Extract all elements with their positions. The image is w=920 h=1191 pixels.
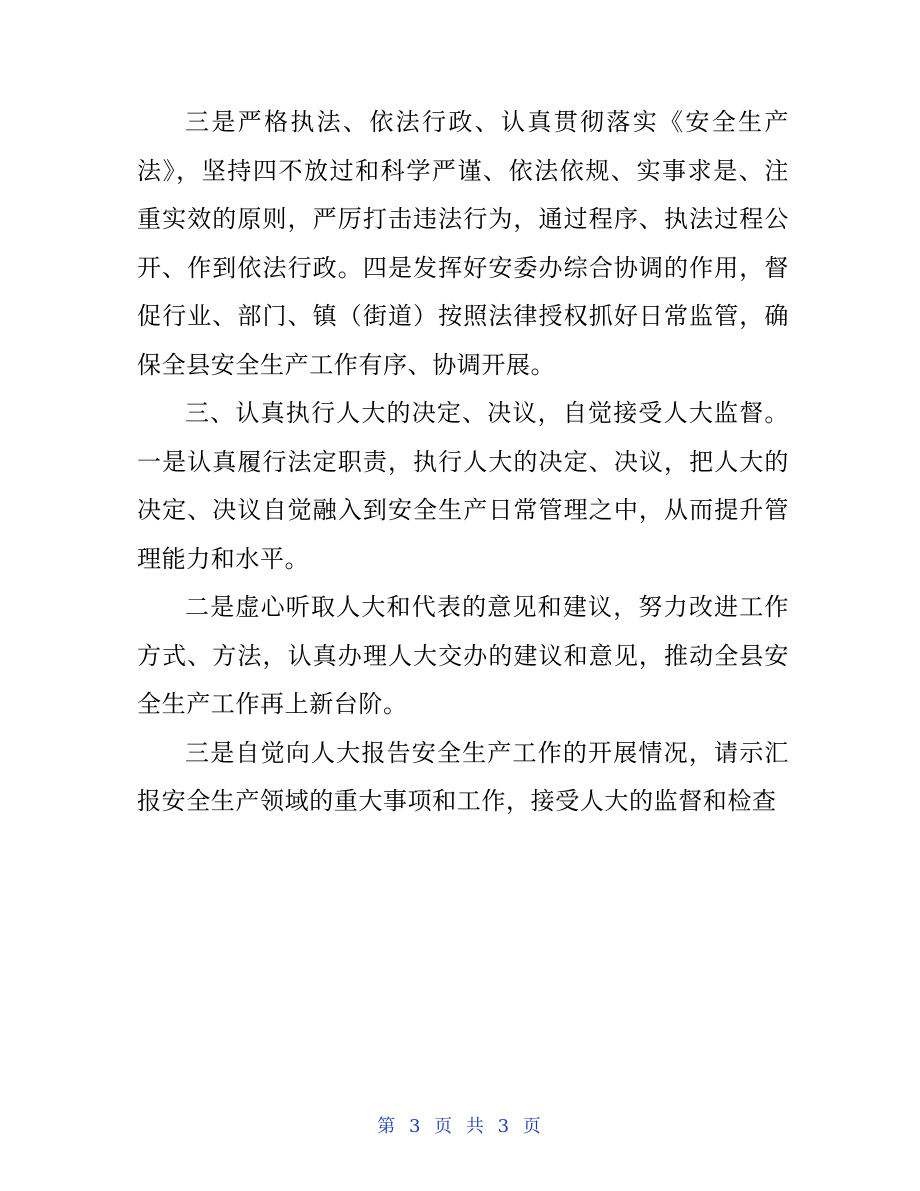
page-number-footer: 第 3 页 共 3 页 xyxy=(377,1116,543,1137)
document-body xyxy=(137,98,789,826)
paragraph-npc-decisions: 三、认真执行人大的决定、决议，自觉接受人大监督。一是认真履行法定职责，执行人大的决定、决议，把人大的决定、决议自觉融入到安全生产日常管理之中，从而提升管理能力和水平。 xyxy=(137,399,789,573)
paragraph-npc-reporting: 三是自觉向人大报告安全生产工作的开展情况，请示汇报安全生产领域的重大事项和工作，接受人大的监督和检查 xyxy=(137,738,789,815)
paragraph-law-enforcement: 三是严格执法、依法行政、认真贯彻落实《安全生产法》，坚持四不放过和科学严谨、依法依规、实事求是、注重实效的原则，严厉打击违法行为，通过程序、执法过程公开、作到依法行政。四是发挥好安委办综合协调的作用，督促行业、部门、镇（街道）按照法律授权抓好日常监管，确保全县安全生产工作有序、协调开展。 xyxy=(137,108,789,379)
paragraph-npc-opinions: 二是虚心听取人大和代表的意见和建议，努力改进工作方式、方法，认真办理人大交办的建议和意见，推动全县安全生产工作再上新台阶。 xyxy=(137,593,789,718)
